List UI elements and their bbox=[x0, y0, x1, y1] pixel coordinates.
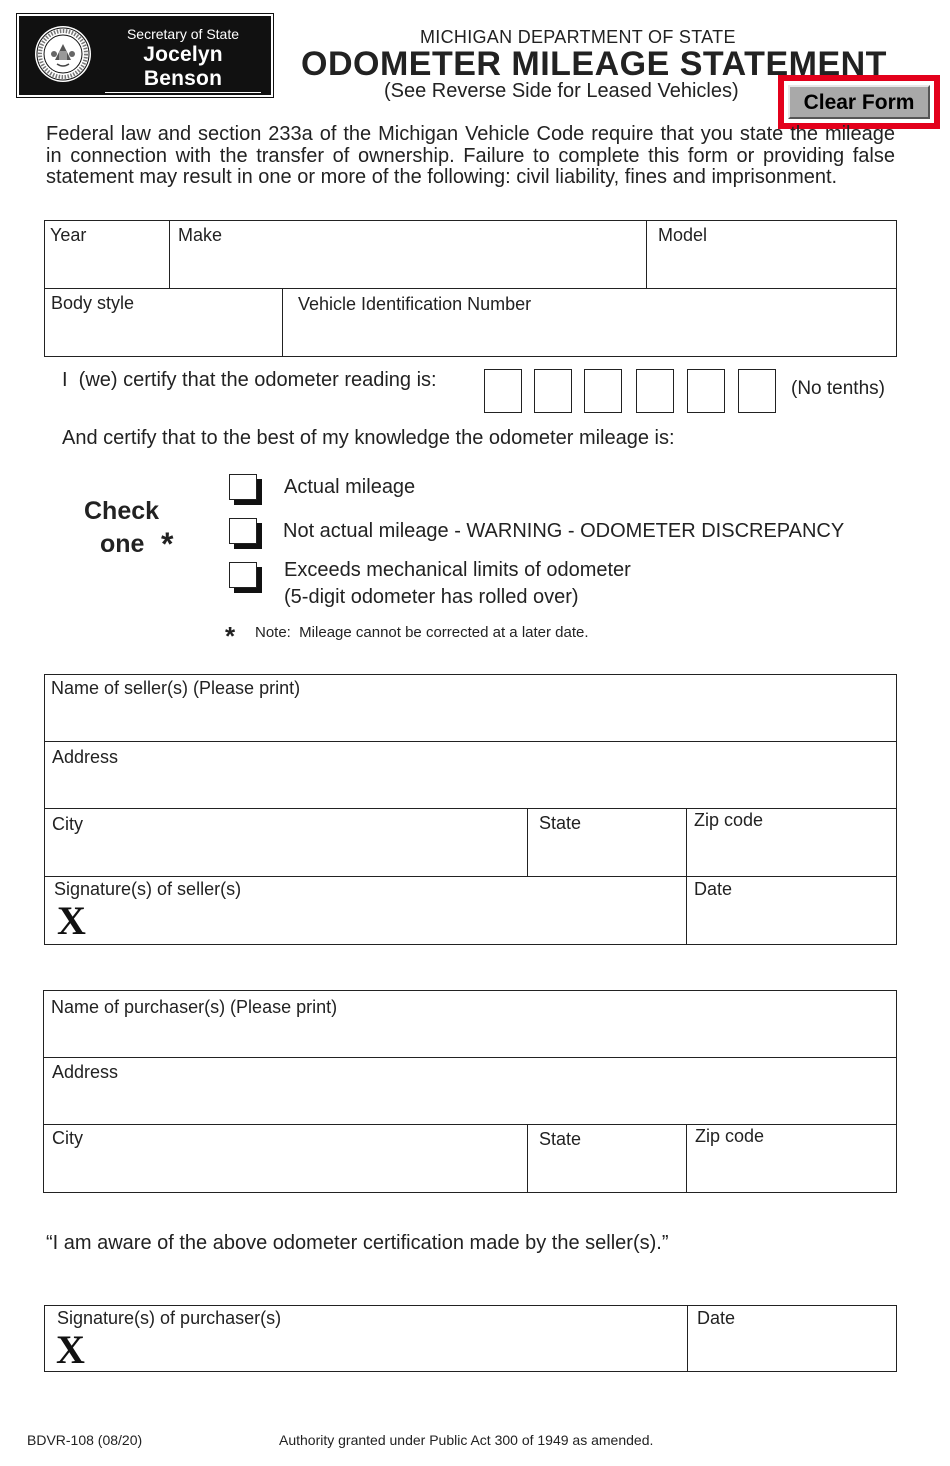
body-style-field[interactable] bbox=[45, 289, 282, 356]
actual-mileage-checkbox[interactable] bbox=[229, 474, 261, 504]
clear-form-button[interactable]: Clear Form bbox=[788, 85, 930, 119]
odometer-certify-label: I (we) certify that the odometer reading is: bbox=[62, 369, 437, 391]
model-label: Model bbox=[658, 225, 708, 245]
authority-note: Authority granted under Public Act 300 of 1949 as amended. bbox=[279, 1432, 654, 1448]
make-label: Make bbox=[178, 225, 223, 245]
purchaser-zip-field[interactable] bbox=[687, 1125, 896, 1192]
purchaser-sign-here-mark: X bbox=[56, 1327, 85, 1372]
legal-notice: Federal law and section 233a of the Michigan Vehicle Code require that you state the mileage in connection with the transfer of ownership. Failure to complete this form or providing false statement may result in one or more of the following: civil liability, fines and imprisonment. bbox=[46, 123, 895, 188]
seller-city-label: City bbox=[52, 814, 83, 834]
logo-office: Secretary of State bbox=[126, 26, 240, 42]
body-style-label: Body style bbox=[51, 293, 135, 313]
seller-date-label: Date bbox=[694, 879, 733, 899]
odometer-digit-4[interactable] bbox=[636, 369, 674, 413]
note-asterisk-icon: * bbox=[225, 621, 236, 651]
purchaser-name-label: Name of purchaser(s) (Please print) bbox=[51, 997, 338, 1017]
page-subtitle: (See Reverse Side for Leased Vehicles) bbox=[384, 80, 739, 102]
odometer-digit-3[interactable] bbox=[584, 369, 622, 413]
purchaser-info-table bbox=[43, 990, 897, 1193]
check-one-line2: one bbox=[100, 530, 145, 558]
sos-logo bbox=[16, 13, 274, 111]
seller-state-label: State bbox=[539, 813, 582, 833]
correction-note: Note: Mileage cannot be corrected at a later date. bbox=[255, 624, 589, 641]
logo-text bbox=[103, 25, 263, 112]
purchaser-date-label: Date bbox=[697, 1308, 736, 1328]
asterisk-icon: * bbox=[161, 526, 174, 562]
checkbox-face bbox=[229, 562, 257, 588]
seller-name-label: Name of seller(s) (Please print) bbox=[51, 678, 301, 698]
check-one-line1: Check bbox=[84, 497, 160, 525]
form-id: BDVR-108 (08/20) bbox=[27, 1432, 143, 1448]
seller-name-field[interactable] bbox=[45, 675, 896, 741]
odometer-digit-1[interactable] bbox=[484, 369, 522, 413]
michigan-seal-icon bbox=[33, 24, 93, 84]
department-name: MICHIGAN DEPARTMENT OF STATE bbox=[420, 27, 736, 47]
purchaser-city-label: City bbox=[52, 1128, 83, 1148]
clear-form-highlight bbox=[778, 75, 940, 129]
purchaser-state-field[interactable] bbox=[528, 1125, 686, 1192]
purchaser-signature-label: Signature(s) of purchaser(s) bbox=[57, 1308, 282, 1328]
purchaser-name-field[interactable] bbox=[44, 991, 896, 1057]
odometer-digit-6[interactable] bbox=[738, 369, 776, 413]
seller-address-label: Address bbox=[52, 747, 119, 767]
checkbox-face bbox=[229, 474, 257, 500]
purchaser-address-field[interactable] bbox=[44, 1058, 896, 1124]
exceeds-limits-checkbox[interactable] bbox=[229, 562, 261, 592]
odometer-digit-5[interactable] bbox=[687, 369, 725, 413]
vehicle-info-table bbox=[44, 220, 897, 357]
seller-zip-field[interactable] bbox=[687, 809, 896, 876]
seller-state-field[interactable] bbox=[528, 809, 686, 876]
purchaser-state-label: State bbox=[539, 1129, 582, 1149]
purchaser-date-field[interactable] bbox=[688, 1306, 896, 1371]
make-field[interactable] bbox=[170, 221, 646, 288]
logo-website: Michigan.gov/SOS bbox=[125, 95, 241, 111]
seller-signature-label: Signature(s) of seller(s) bbox=[54, 879, 242, 899]
actual-mileage-label: Actual mileage bbox=[284, 476, 416, 498]
exceeds-limits-sublabel: (5-digit odometer has rolled over) bbox=[284, 586, 579, 608]
year-field[interactable] bbox=[45, 221, 169, 288]
logo-divider bbox=[105, 92, 261, 93]
model-field[interactable] bbox=[647, 221, 896, 288]
logo-background bbox=[19, 16, 271, 111]
not-actual-mileage-checkbox[interactable] bbox=[229, 518, 261, 548]
seller-city-field[interactable] bbox=[45, 809, 527, 876]
vin-label: Vehicle Identification Number bbox=[298, 294, 532, 314]
page-title: ODOMETER MILEAGE STATEMENT bbox=[301, 45, 887, 83]
seller-address-field[interactable] bbox=[45, 742, 896, 808]
purchaser-signature-field[interactable] bbox=[45, 1306, 687, 1371]
seller-zip-label: Zip code bbox=[694, 810, 764, 830]
purchaser-address-label: Address bbox=[52, 1062, 119, 1082]
purchaser-zip-label: Zip code bbox=[695, 1126, 765, 1146]
purchaser-awareness-statement: “I am aware of the above odometer certification made by the seller(s).” bbox=[46, 1232, 669, 1254]
purchaser-city-field[interactable] bbox=[44, 1125, 527, 1192]
purchaser-signature-table bbox=[44, 1305, 897, 1372]
not-actual-mileage-label: Not actual mileage - WARNING - ODOMETER DISCREPANCY bbox=[283, 520, 845, 542]
mileage-statement: And certify that to the best of my knowledge the odometer mileage is: bbox=[62, 427, 675, 449]
vin-field[interactable] bbox=[283, 289, 896, 356]
no-tenths-note: (No tenths) bbox=[791, 378, 885, 399]
odometer-digit-2[interactable] bbox=[534, 369, 572, 413]
exceeds-limits-label: Exceeds mechanical limits of odometer bbox=[284, 559, 631, 581]
seller-date-field[interactable] bbox=[687, 877, 896, 944]
logo-name: Jocelyn Benson bbox=[143, 43, 223, 90]
seller-sign-here-mark: X bbox=[57, 898, 86, 943]
year-label: Year bbox=[50, 225, 87, 245]
seller-signature-field[interactable] bbox=[45, 877, 686, 944]
seller-info-table bbox=[44, 674, 897, 945]
checkbox-face bbox=[229, 518, 257, 544]
